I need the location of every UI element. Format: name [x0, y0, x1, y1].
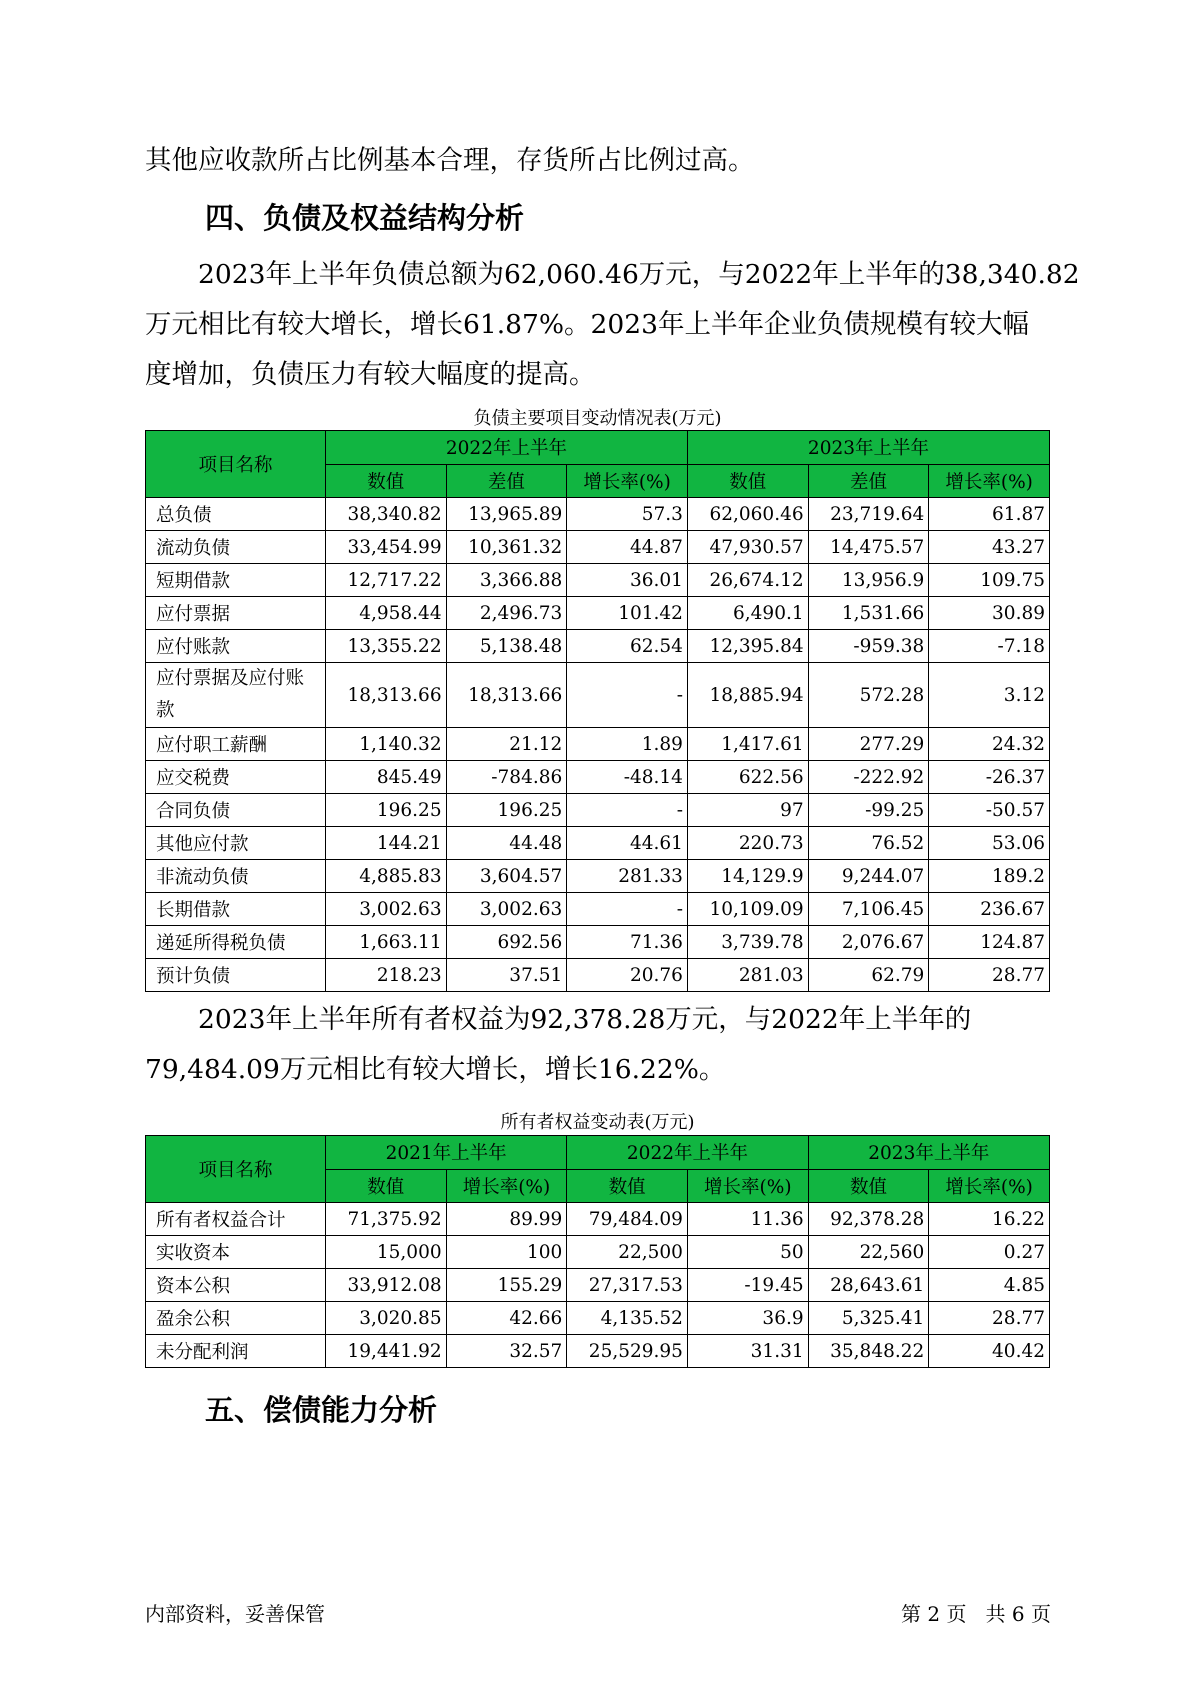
table-row [146, 959, 1050, 992]
table-row [146, 498, 1050, 531]
table-cell: 97 [687, 794, 808, 827]
table-cell: 47,930.57 [687, 531, 808, 564]
table-cell: 62,060.46 [687, 498, 808, 531]
table-row [146, 794, 1050, 827]
table-cell: 10,361.32 [446, 531, 567, 564]
table-cell: 7,106.45 [808, 893, 929, 926]
table-row [146, 1236, 1050, 1269]
table-cell: 44.61 [567, 827, 688, 860]
table-row [146, 728, 1050, 761]
footer-left: 内部资料，妥善保管 [145, 1602, 325, 1626]
intro-line: 其他应收款所占比例基本合理，存货所占比例过高。 [145, 145, 755, 176]
table-cell: 0.27 [929, 1236, 1050, 1269]
table-cell: 57.3 [567, 498, 688, 531]
table-cell: 4.85 [929, 1269, 1050, 1302]
table-cell: 4,885.83 [325, 860, 446, 893]
sub-header: 增长率(%) [687, 1169, 808, 1203]
table-cell: 44.87 [567, 531, 688, 564]
table-cell: 13,355.22 [325, 630, 446, 663]
liability-paragraph [145, 250, 1080, 400]
sub-header: 增长率(%) [929, 1169, 1050, 1203]
table-cell: 19,441.92 [325, 1335, 446, 1368]
intro-paragraph [145, 136, 1055, 186]
table-cell: 281.33 [567, 860, 688, 893]
table-cell: 22,560 [808, 1236, 929, 1269]
table-cell: 692.56 [446, 926, 567, 959]
row-label: 长期借款 [146, 893, 326, 926]
table-cell: 28,643.61 [808, 1269, 929, 1302]
table-cell: 25,529.95 [567, 1335, 688, 1368]
equity-table-caption: 所有者权益变动表(万元) [500, 1112, 695, 1133]
table-cell: 71.36 [567, 926, 688, 959]
table-cell: 144.21 [325, 827, 446, 860]
row-label: 短期借款 [146, 564, 326, 597]
table-cell: 3,604.57 [446, 860, 567, 893]
sub-header: 数值 [325, 464, 446, 498]
table-cell: 622.56 [687, 761, 808, 794]
paragraph-line: 2023年上半年负债总额为62,060.46万元，与2022年上半年的38,340.82 [198, 259, 1080, 290]
table-cell: 92,378.28 [808, 1203, 929, 1236]
table-row [146, 827, 1050, 860]
table-cell: 22,500 [567, 1236, 688, 1269]
period-header: 2023年上半年 [687, 431, 1049, 465]
table-cell: 43.27 [929, 531, 1050, 564]
table-cell: 20.76 [567, 959, 688, 992]
sub-header: 数值 [687, 464, 808, 498]
table-cell: 1.89 [567, 728, 688, 761]
row-label: 预计负债 [146, 959, 326, 992]
table-cell: -99.25 [808, 794, 929, 827]
table-cell: 37.51 [446, 959, 567, 992]
table-row [146, 1203, 1050, 1236]
row-label: 非流动负债 [146, 860, 326, 893]
table-cell: -7.18 [929, 630, 1050, 663]
table-cell: 38,340.82 [325, 498, 446, 531]
table-cell: 13,965.89 [446, 498, 567, 531]
table-cell: 1,531.66 [808, 597, 929, 630]
table-cell: -50.57 [929, 794, 1050, 827]
liability-change-table [145, 430, 1050, 992]
section5-heading: 五、偿债能力分析 [205, 1393, 438, 1427]
table-cell: 35,848.22 [808, 1335, 929, 1368]
liability-table-caption: 负债主要项目变动情况表(万元) [473, 408, 722, 429]
table-cell: 44.48 [446, 827, 567, 860]
table-row [146, 926, 1050, 959]
row-label: 未分配利润 [146, 1335, 326, 1368]
sub-header: 增长率(%) [567, 464, 688, 498]
table-cell: 28.77 [929, 959, 1050, 992]
table-cell: 33,454.99 [325, 531, 446, 564]
row-label: 所有者权益合计 [146, 1203, 326, 1236]
table-cell: 18,313.66 [325, 663, 446, 728]
table-cell: -19.45 [687, 1269, 808, 1302]
table-cell: 62.79 [808, 959, 929, 992]
sub-header: 差值 [446, 464, 567, 498]
table-row [146, 597, 1050, 630]
table-cell: -959.38 [808, 630, 929, 663]
table-row [146, 564, 1050, 597]
table-cell: 14,475.57 [808, 531, 929, 564]
column-header-item-name: 项目名称 [146, 1136, 326, 1203]
table-cell: 50 [687, 1236, 808, 1269]
table-cell: 26,674.12 [687, 564, 808, 597]
table-cell: - [567, 893, 688, 926]
table-cell: 1,417.61 [687, 728, 808, 761]
table-cell: 100 [446, 1236, 567, 1269]
table-row [146, 761, 1050, 794]
paragraph-line: 79,484.09万元相比有较大增长，增长16.22%。 [145, 1054, 726, 1085]
table-cell: 28.77 [929, 1302, 1050, 1335]
table-cell: 27,317.53 [567, 1269, 688, 1302]
table-cell: 14,129.9 [687, 860, 808, 893]
table-cell: 42.66 [446, 1302, 567, 1335]
table-row [146, 893, 1050, 926]
table-cell: - [567, 663, 688, 728]
table-cell: 62.54 [567, 630, 688, 663]
row-label: 盈余公积 [146, 1302, 326, 1335]
table-cell: 33,912.08 [325, 1269, 446, 1302]
table-cell: 101.42 [567, 597, 688, 630]
table-cell: 277.29 [808, 728, 929, 761]
table-cell: - [567, 794, 688, 827]
table-cell: 12,395.84 [687, 630, 808, 663]
table-cell: 18,885.94 [687, 663, 808, 728]
table-cell: 196.25 [446, 794, 567, 827]
sub-header: 增长率(%) [929, 464, 1050, 498]
table-cell: -26.37 [929, 761, 1050, 794]
table-cell: 89.99 [446, 1203, 567, 1236]
table-cell: 30.89 [929, 597, 1050, 630]
equity-change-table [145, 1135, 1050, 1368]
table-cell: 79,484.09 [567, 1203, 688, 1236]
table-cell: 1,663.11 [325, 926, 446, 959]
row-label: 递延所得税负债 [146, 926, 326, 959]
row-label: 应付票据及应付账款 [146, 663, 326, 728]
table-cell: 124.87 [929, 926, 1050, 959]
row-label: 应付账款 [146, 630, 326, 663]
table-cell: 189.2 [929, 860, 1050, 893]
table-cell: 845.49 [325, 761, 446, 794]
table-cell: 24.32 [929, 728, 1050, 761]
table-cell: 1,140.32 [325, 728, 446, 761]
table-cell: 196.25 [325, 794, 446, 827]
table-row [146, 860, 1050, 893]
table-row [146, 663, 1050, 728]
table-cell: 23,719.64 [808, 498, 929, 531]
table-cell: 4,135.52 [567, 1302, 688, 1335]
table-cell: 40.42 [929, 1335, 1050, 1368]
row-label: 应交税费 [146, 761, 326, 794]
table-cell: 2,496.73 [446, 597, 567, 630]
table-cell: 76.52 [808, 827, 929, 860]
table-cell: 4,958.44 [325, 597, 446, 630]
table-cell: 15,000 [325, 1236, 446, 1269]
period-header: 2023年上半年 [808, 1136, 1049, 1170]
sub-header: 数值 [567, 1169, 688, 1203]
equity-paragraph [145, 995, 1055, 1095]
row-label: 合同负债 [146, 794, 326, 827]
table-cell: 11.36 [687, 1203, 808, 1236]
table-cell: 6,490.1 [687, 597, 808, 630]
table-cell: 9,244.07 [808, 860, 929, 893]
table-cell: 3,002.63 [325, 893, 446, 926]
table-cell: 53.06 [929, 827, 1050, 860]
table-cell: 155.29 [446, 1269, 567, 1302]
period-header: 2022年上半年 [325, 431, 687, 465]
section4-heading: 四、负债及权益结构分析 [205, 201, 525, 235]
table-cell: 13,956.9 [808, 564, 929, 597]
table-cell: 71,375.92 [325, 1203, 446, 1236]
paragraph-line: 度增加，负债压力有较大幅度的提高。 [145, 359, 596, 390]
table-cell: 3,366.88 [446, 564, 567, 597]
table-cell: 218.23 [325, 959, 446, 992]
row-label: 应付职工薪酬 [146, 728, 326, 761]
row-label: 应付票据 [146, 597, 326, 630]
table-cell: 18,313.66 [446, 663, 567, 728]
table-cell: -48.14 [567, 761, 688, 794]
row-label: 总负债 [146, 498, 326, 531]
table-cell: 281.03 [687, 959, 808, 992]
table-cell: 236.67 [929, 893, 1050, 926]
sub-header: 增长率(%) [446, 1169, 567, 1203]
table-cell: 2,076.67 [808, 926, 929, 959]
table-cell: 3,739.78 [687, 926, 808, 959]
table-cell: 36.9 [687, 1302, 808, 1335]
table-row [146, 531, 1050, 564]
table-cell: 16.22 [929, 1203, 1050, 1236]
table-cell: 109.75 [929, 564, 1050, 597]
table-cell: 5,325.41 [808, 1302, 929, 1335]
column-header-item-name: 项目名称 [146, 431, 326, 498]
paragraph-line: 2023年上半年所有者权益为92,378.28万元，与2022年上半年的 [198, 1004, 972, 1035]
table-cell: 61.87 [929, 498, 1050, 531]
row-label: 其他应付款 [146, 827, 326, 860]
table-cell: -222.92 [808, 761, 929, 794]
table-cell: 21.12 [446, 728, 567, 761]
period-header: 2022年上半年 [567, 1136, 808, 1170]
row-label: 实收资本 [146, 1236, 326, 1269]
table-row [146, 630, 1050, 663]
footer-page-number: 第 2 页 共 6 页 [901, 1602, 1051, 1626]
table-row [146, 1269, 1050, 1302]
table-cell: 10,109.09 [687, 893, 808, 926]
table-cell: 36.01 [567, 564, 688, 597]
table-cell: 5,138.48 [446, 630, 567, 663]
row-label: 流动负债 [146, 531, 326, 564]
paragraph-line: 万元相比有较大增长，增长61.87%。2023年上半年企业负债规模有较大幅 [145, 309, 1029, 340]
table-cell: -784.86 [446, 761, 567, 794]
table-row [146, 1335, 1050, 1368]
row-label: 资本公积 [146, 1269, 326, 1302]
table-cell: 3,020.85 [325, 1302, 446, 1335]
table-row [146, 1302, 1050, 1335]
table-cell: 31.31 [687, 1335, 808, 1368]
table-cell: 32.57 [446, 1335, 567, 1368]
table-cell: 3.12 [929, 663, 1050, 728]
sub-header: 数值 [325, 1169, 446, 1203]
table-cell: 572.28 [808, 663, 929, 728]
table-cell: 12,717.22 [325, 564, 446, 597]
sub-header: 差值 [808, 464, 929, 498]
table-cell: 3,002.63 [446, 893, 567, 926]
table-cell: 220.73 [687, 827, 808, 860]
period-header: 2021年上半年 [325, 1136, 566, 1170]
sub-header: 数值 [808, 1169, 929, 1203]
